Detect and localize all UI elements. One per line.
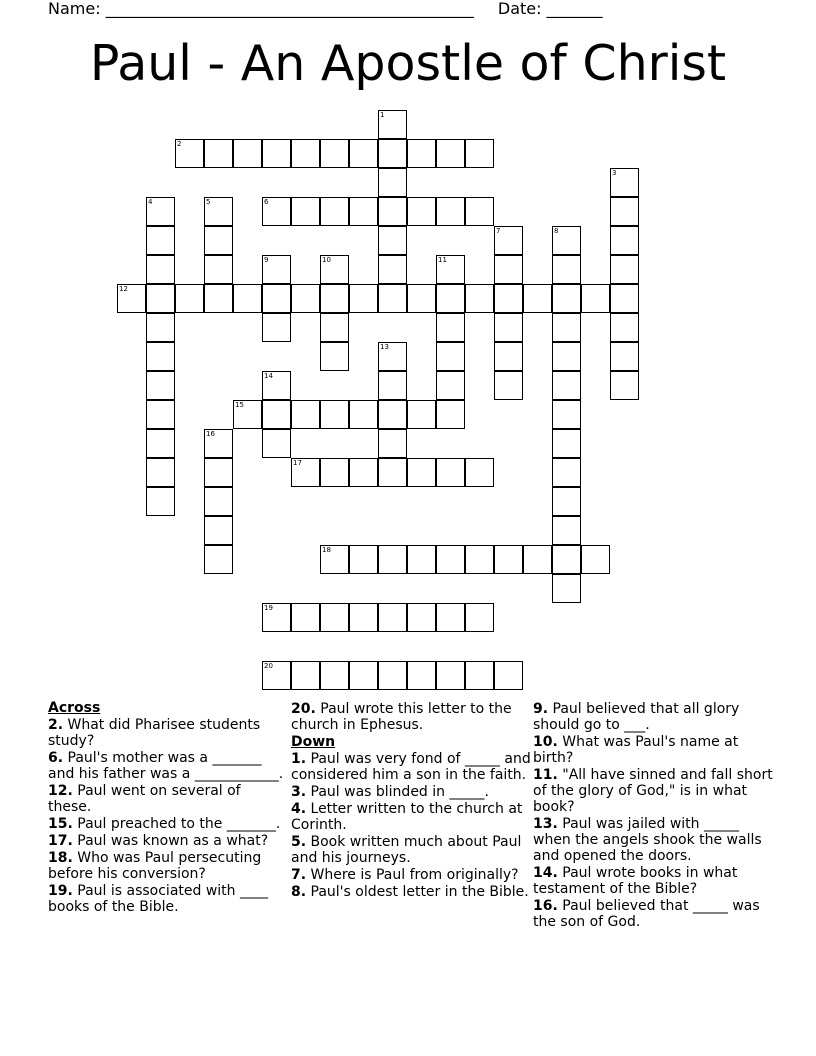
grid-cell[interactable]: [378, 342, 407, 371]
grid-cell[interactable]: [320, 284, 349, 313]
grid-cell[interactable]: [320, 139, 349, 168]
grid-cell[interactable]: [610, 371, 639, 400]
grid-cell[interactable]: [262, 429, 291, 458]
grid-cell[interactable]: [523, 545, 552, 574]
grid-cell[interactable]: [291, 400, 320, 429]
across-heading: Across: [48, 700, 101, 716]
grid-cell[interactable]: [204, 139, 233, 168]
across-clue: [48, 783, 288, 815]
grid-cell[interactable]: [146, 371, 175, 400]
grid-cell[interactable]: [552, 400, 581, 429]
clue-number: 4.: [291, 801, 307, 817]
grid-cell[interactable]: [320, 400, 349, 429]
grid-cell[interactable]: [436, 603, 465, 632]
cell-number: 5: [206, 198, 211, 206]
clue-text: Paul was blinded in _____.: [306, 784, 489, 800]
across-clue: [48, 833, 288, 849]
grid-cell[interactable]: [146, 255, 175, 284]
grid-cell[interactable]: [291, 284, 320, 313]
grid-cell[interactable]: [175, 139, 204, 168]
grid-cell[interactable]: [262, 197, 291, 226]
date-blank[interactable]: _______: [546, 0, 603, 18]
grid-cell[interactable]: [378, 255, 407, 284]
grid-cell[interactable]: [436, 661, 465, 690]
cell-number: 10: [322, 256, 331, 264]
grid-cell[interactable]: [610, 342, 639, 371]
clue-number: 8.: [291, 884, 307, 900]
down-clue: [533, 898, 773, 930]
grid-cell[interactable]: [494, 313, 523, 342]
grid-cell[interactable]: [146, 284, 175, 313]
grid-cell[interactable]: [436, 458, 465, 487]
grid-cell[interactable]: [349, 197, 378, 226]
grid-cell[interactable]: [320, 255, 349, 284]
grid-cell[interactable]: [552, 371, 581, 400]
clue-number: 10.: [533, 734, 558, 750]
across-clue: [48, 883, 288, 915]
grid-cell[interactable]: [552, 487, 581, 516]
clue-text: What was Paul's name at birth?: [533, 734, 739, 766]
clue-text: Paul was known as a what?: [72, 833, 269, 849]
clue-number: 20.: [291, 701, 316, 717]
grid-cell[interactable]: [436, 371, 465, 400]
clue-text: Paul was jailed with _____ when the angels shook the walls and opened the doors.: [533, 816, 762, 864]
cell-number: 17: [293, 459, 302, 467]
grid-cell[interactable]: [407, 197, 436, 226]
grid-cell[interactable]: [494, 226, 523, 255]
cell-number: 16: [206, 430, 215, 438]
grid-cell[interactable]: [262, 255, 291, 284]
clue-text: Paul wrote books in what testament of the Bible?: [533, 865, 738, 897]
grid-cell[interactable]: [378, 429, 407, 458]
grid-cell[interactable]: [146, 342, 175, 371]
name-label: Name:: [48, 0, 101, 18]
grid-cell[interactable]: [204, 284, 233, 313]
clue-text: Paul is associated with ____ books of the Bible.: [48, 883, 268, 915]
grid-cell[interactable]: [465, 139, 494, 168]
grid-cell[interactable]: [146, 226, 175, 255]
grid-cell[interactable]: [407, 661, 436, 690]
grid-cell[interactable]: [262, 284, 291, 313]
grid-cell[interactable]: [117, 284, 146, 313]
down-clue: [533, 865, 773, 897]
grid-cell[interactable]: [407, 545, 436, 574]
grid-cell[interactable]: [378, 400, 407, 429]
grid-cell[interactable]: [262, 139, 291, 168]
grid-cell[interactable]: [146, 458, 175, 487]
grid-cell[interactable]: [204, 487, 233, 516]
grid-cell[interactable]: [204, 197, 233, 226]
grid-cell[interactable]: [436, 284, 465, 313]
clue-number: 6.: [48, 750, 64, 766]
cell-number: 4: [148, 198, 153, 206]
grid-cell[interactable]: [349, 284, 378, 313]
cell-number: 9: [264, 256, 269, 264]
clue-text: Who was Paul persecuting before his conversion?: [48, 850, 262, 882]
clue-text: Paul wrote this letter to the church in Ephesus.: [291, 701, 512, 733]
grid-cell[interactable]: [465, 197, 494, 226]
grid-cell[interactable]: [349, 545, 378, 574]
grid-cell[interactable]: [378, 603, 407, 632]
cell-number: 14: [264, 372, 273, 380]
grid-cell[interactable]: [146, 197, 175, 226]
down-clue: [533, 734, 773, 766]
grid-cell[interactable]: [175, 284, 204, 313]
clue-text: Paul went on several of these.: [48, 783, 241, 815]
grid-cell[interactable]: [204, 516, 233, 545]
grid-cell[interactable]: [349, 400, 378, 429]
grid-cell[interactable]: [407, 284, 436, 313]
grid-cell[interactable]: [436, 545, 465, 574]
grid-cell[interactable]: [146, 400, 175, 429]
cell-number: 6: [264, 198, 269, 206]
clue-number: 2.: [48, 717, 64, 733]
across-clue: [291, 701, 531, 733]
clue-text: What did Pharisee students study?: [48, 717, 261, 749]
clue-number: 17.: [48, 833, 73, 849]
clue-text: Paul's mother was a _______ and his father was a ____________.: [48, 750, 284, 782]
clue-number: 18.: [48, 850, 73, 866]
grid-cell[interactable]: [436, 197, 465, 226]
grid-cell[interactable]: [320, 603, 349, 632]
grid-cell[interactable]: [204, 226, 233, 255]
grid-cell[interactable]: [465, 661, 494, 690]
grid-cell[interactable]: [262, 313, 291, 342]
clue-number: 1.: [291, 751, 307, 767]
grid-cell[interactable]: [378, 371, 407, 400]
grid-cell[interactable]: [581, 545, 610, 574]
cell-number: 11: [438, 256, 447, 264]
grid-cell[interactable]: [320, 545, 349, 574]
grid-cell[interactable]: [146, 487, 175, 516]
grid-cell[interactable]: [465, 458, 494, 487]
down-clue: [291, 867, 531, 883]
clue-number: 12.: [48, 783, 73, 799]
grid-cell[interactable]: [262, 661, 291, 690]
grid-cell[interactable]: [262, 371, 291, 400]
clue-text: "All have sinned and fall short of the glory of God," is in what book?: [533, 767, 773, 815]
grid-cell[interactable]: [552, 226, 581, 255]
grid-cell[interactable]: [494, 371, 523, 400]
grid-cell[interactable]: [552, 429, 581, 458]
grid-cell[interactable]: [552, 284, 581, 313]
grid-cell[interactable]: [320, 313, 349, 342]
down-clues-part-1: [291, 751, 531, 900]
clue-number: 19.: [48, 883, 73, 899]
clue-text: Book written much about Paul and his journeys.: [291, 834, 522, 866]
grid-cell[interactable]: [378, 168, 407, 197]
grid-cell[interactable]: [436, 342, 465, 371]
grid-cell[interactable]: [494, 342, 523, 371]
cell-number: 20: [264, 662, 273, 670]
grid-cell[interactable]: [378, 110, 407, 139]
clue-number: 3.: [291, 784, 307, 800]
name-blank[interactable]: ______________________________________________: [105, 0, 474, 18]
grid-cell[interactable]: [378, 197, 407, 226]
clue-number: 11.: [533, 767, 558, 783]
clue-text: Paul believed that all glory should go to ___.: [533, 701, 740, 733]
grid-cell[interactable]: [610, 284, 639, 313]
grid-cell[interactable]: [378, 139, 407, 168]
down-clue: [291, 751, 531, 783]
grid-cell[interactable]: [349, 661, 378, 690]
grid-cell[interactable]: [465, 603, 494, 632]
clue-text: Paul believed that _____ was the son of God.: [533, 898, 760, 930]
grid-cell[interactable]: [523, 284, 552, 313]
down-clues-part-2: [533, 701, 773, 930]
grid-cell[interactable]: [610, 255, 639, 284]
grid-cell[interactable]: [552, 545, 581, 574]
across-clues-part-1: [48, 717, 288, 915]
grid-cell[interactable]: [581, 284, 610, 313]
down-clue: [533, 767, 773, 815]
grid-cell[interactable]: [494, 255, 523, 284]
grid-cell[interactable]: [436, 255, 465, 284]
down-clue: [291, 801, 531, 833]
grid-cell[interactable]: [436, 400, 465, 429]
clue-number: 9.: [533, 701, 549, 717]
grid-cell[interactable]: [291, 661, 320, 690]
grid-cell[interactable]: [407, 603, 436, 632]
clue-text: Letter written to the church at Corinth.: [291, 801, 523, 833]
grid-cell[interactable]: [204, 458, 233, 487]
grid-cell[interactable]: [610, 226, 639, 255]
grid-cell[interactable]: [407, 400, 436, 429]
grid-cell[interactable]: [378, 226, 407, 255]
grid-cell[interactable]: [291, 458, 320, 487]
cell-number: 15: [235, 401, 244, 409]
grid-cell[interactable]: [320, 458, 349, 487]
grid-cell[interactable]: [378, 661, 407, 690]
grid-cell[interactable]: [407, 458, 436, 487]
clue-text: Paul's oldest letter in the Bible.: [306, 884, 529, 900]
grid-cell[interactable]: [378, 284, 407, 313]
grid-cell[interactable]: [552, 574, 581, 603]
grid-cell[interactable]: [320, 342, 349, 371]
grid-cell[interactable]: [349, 603, 378, 632]
grid-cell[interactable]: [291, 603, 320, 632]
grid-cell[interactable]: [349, 139, 378, 168]
grid-cell[interactable]: [465, 545, 494, 574]
grid-cell[interactable]: [494, 661, 523, 690]
down-clue: [291, 834, 531, 866]
grid-cell[interactable]: [552, 255, 581, 284]
down-heading: Down: [291, 734, 336, 750]
grid-cell[interactable]: [233, 284, 262, 313]
clue-number: 7.: [291, 867, 307, 883]
cell-number: 12: [119, 285, 128, 293]
grid-cell[interactable]: [552, 313, 581, 342]
page-title: Paul - An Apostle of Christ: [89, 35, 727, 92]
grid-cell[interactable]: [552, 342, 581, 371]
clue-text: Where is Paul from originally?: [306, 867, 519, 883]
clue-number: 5.: [291, 834, 307, 850]
grid-cell[interactable]: [204, 545, 233, 574]
cell-number: 7: [496, 227, 501, 235]
grid-cell[interactable]: [610, 313, 639, 342]
down-clue: [291, 784, 531, 800]
grid-cell[interactable]: [291, 197, 320, 226]
grid-cell[interactable]: [320, 197, 349, 226]
cell-number: 3: [612, 169, 617, 177]
grid-cell[interactable]: [233, 400, 262, 429]
clue-number: 15.: [48, 816, 73, 832]
grid-cell[interactable]: [436, 139, 465, 168]
clue-column-1: [48, 700, 288, 916]
down-clue: [533, 816, 773, 864]
grid-cell[interactable]: [494, 545, 523, 574]
cell-number: 8: [554, 227, 559, 235]
clue-column-3: [533, 700, 773, 931]
grid-cell[interactable]: [378, 545, 407, 574]
down-clue: [291, 884, 531, 900]
grid-cell[interactable]: [262, 603, 291, 632]
grid-cell[interactable]: [465, 284, 494, 313]
cell-number: 13: [380, 343, 389, 351]
grid-cell[interactable]: [552, 516, 581, 545]
clue-text: Paul preached to the _______.: [72, 816, 281, 832]
across-clues-part-2: [291, 701, 531, 733]
clue-number: 13.: [533, 816, 558, 832]
down-clue: [533, 701, 773, 733]
clue-number: 14.: [533, 865, 558, 881]
across-clue: [48, 717, 288, 749]
clue-column-2: [291, 700, 531, 901]
grid-cell[interactable]: [291, 139, 320, 168]
grid-cell[interactable]: [146, 429, 175, 458]
grid-cell[interactable]: [204, 429, 233, 458]
date-label: Date:: [497, 0, 542, 18]
clue-number: 16.: [533, 898, 558, 914]
across-clue: [48, 850, 288, 882]
cell-number: 18: [322, 546, 331, 554]
grid-cell[interactable]: [262, 400, 291, 429]
grid-cell[interactable]: [204, 255, 233, 284]
grid-cell[interactable]: [610, 197, 639, 226]
grid-cell[interactable]: [146, 313, 175, 342]
grid-cell[interactable]: [378, 458, 407, 487]
grid-cell[interactable]: [320, 661, 349, 690]
grid-cell[interactable]: [349, 458, 378, 487]
grid-cell[interactable]: [552, 458, 581, 487]
across-clue: [48, 750, 288, 782]
grid-cell[interactable]: [610, 168, 639, 197]
cell-number: 2: [177, 140, 182, 148]
cell-number: 1: [380, 111, 385, 119]
cell-number: 19: [264, 604, 273, 612]
grid-cell[interactable]: [407, 139, 436, 168]
clue-text: Paul was very fond of _____ and considered him a son in the faith.: [291, 751, 531, 783]
grid-cell[interactable]: [233, 139, 262, 168]
grid-cell[interactable]: [436, 313, 465, 342]
across-clue: [48, 816, 288, 832]
grid-cell[interactable]: [494, 284, 523, 313]
